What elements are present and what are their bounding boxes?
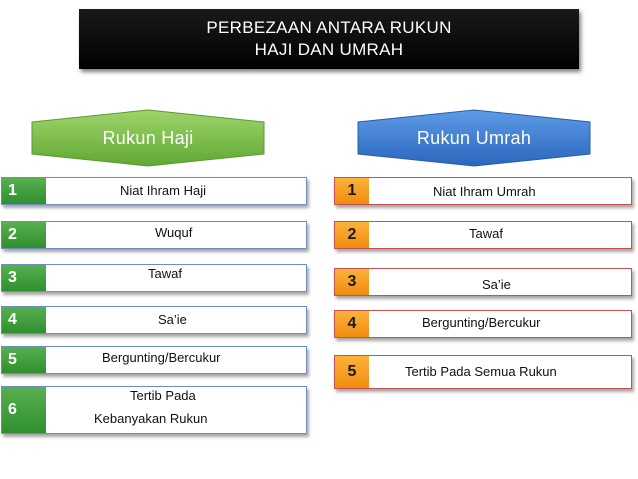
haji-row-3 [1,264,307,292]
haji-label-3: Tawaf [148,266,182,281]
haji-label-6-line-2: Kebanyakan Rukun [94,411,208,426]
umrah-row-2 [334,221,632,249]
umrah-number-1: 1 [335,178,369,204]
umrah-number-4: 4 [335,311,369,337]
haji-number-1: 1 [2,178,46,204]
umrah-row-5 [334,355,632,389]
title-box [79,9,579,69]
umrah-label-4: Bergunting/Bercukur [422,315,541,330]
haji-row-2 [1,221,307,249]
haji-row-5 [1,346,307,374]
umrah-row-1 [334,177,632,205]
haji-label-4: Sa’ie [158,312,187,327]
rukun-umrah-banner [356,108,592,168]
umrah-row-4 [334,310,632,338]
haji-label-2: Wuquf [155,225,193,240]
umrah-label-5: Tertib Pada Semua Rukun [405,364,557,379]
rukun-umrah-heading: Rukun Umrah [416,127,532,148]
umrah-number-2: 2 [335,222,369,248]
haji-number-4: 4 [2,307,46,333]
umrah-label-3: Sa’ie [482,277,511,292]
haji-number-6: 6 [2,387,46,433]
umrah-number-3: 3 [335,269,369,295]
haji-number-3: 3 [2,265,46,291]
rukun-haji-heading: Rukun Haji [102,127,194,148]
umrah-label-2: Tawaf [469,226,503,241]
haji-number-2: 2 [2,222,46,248]
haji-label-5: Bergunting/Bercukur [102,350,221,365]
haji-row-1 [1,177,307,205]
haji-label-6-line-1: Tertib Pada [130,388,196,403]
title-line-2: HAJI DAN UMRAH [254,40,404,59]
umrah-label-1: Niat Ihram Umrah [433,184,536,199]
haji-number-5: 5 [2,347,46,373]
umrah-number-5: 5 [335,356,369,388]
haji-row-6 [1,386,307,434]
umrah-row-3 [334,268,632,296]
title-line-1: PERBEZAAN ANTARA RUKUN [206,18,452,37]
haji-row-4 [1,306,307,334]
haji-label-1: Niat Ihram Haji [120,183,206,198]
rukun-haji-banner [30,108,266,168]
